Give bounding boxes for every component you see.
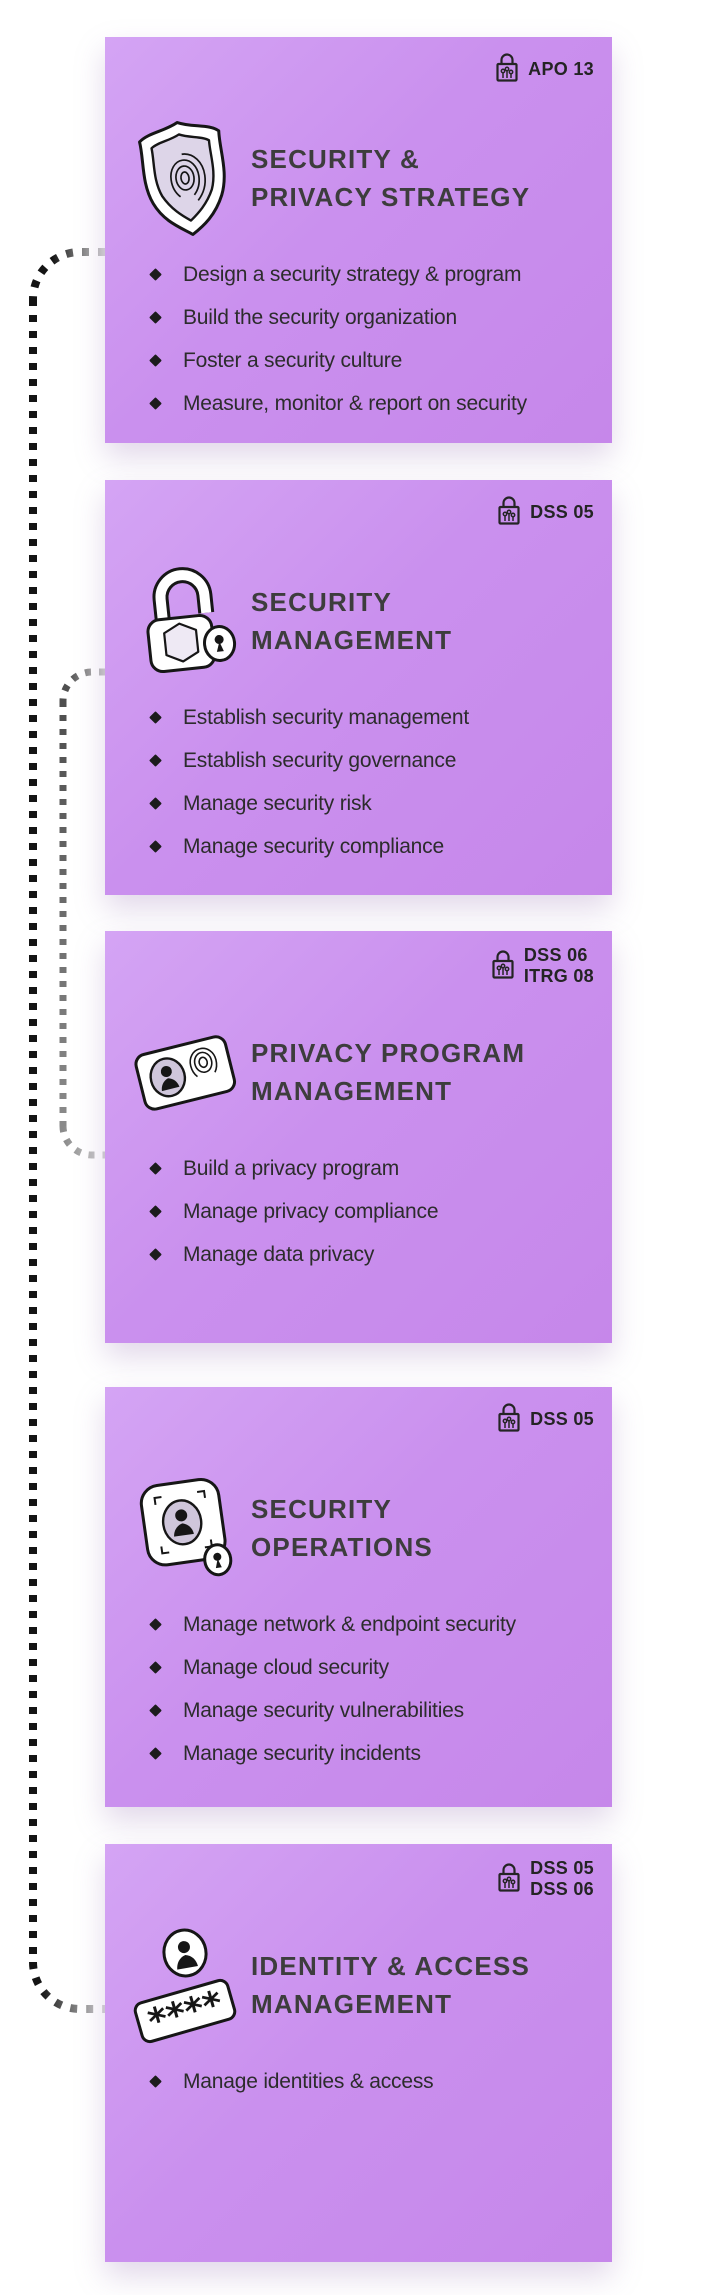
card-header [133, 1007, 594, 1137]
capability-list [105, 253, 612, 425]
bullet-text: Establish security management [183, 705, 470, 729]
card-security-management [105, 480, 612, 895]
card-security-privacy-strategy [105, 37, 612, 443]
bullet-text: Build the security organization [183, 305, 457, 329]
diamond-bullet-icon [149, 397, 162, 410]
bullet-item [151, 825, 602, 868]
shield-fingerprint-icon [133, 116, 237, 241]
bullet-text: Manage cloud security [183, 1655, 389, 1679]
diamond-bullet-icon [149, 311, 162, 324]
badge-codes [524, 945, 594, 987]
bullet-text: Manage security vulnerabilities [183, 1698, 464, 1722]
capability-list [105, 696, 612, 868]
bullet-text: Measure, monitor & report on security [183, 391, 527, 415]
bullet-item [151, 1732, 602, 1775]
bullet-item [151, 2060, 602, 2103]
badge-code: DSS 06 [523, 945, 588, 965]
badge-code: DSS 06 [530, 1879, 594, 1899]
card-title-line: SECURITY [251, 587, 393, 617]
bullet-item [151, 1233, 602, 1276]
bullet-text: Manage privacy compliance [183, 1199, 439, 1223]
bullet-item [151, 696, 602, 739]
bullet-item [151, 1646, 602, 1689]
bullet-text: Establish security governance [183, 748, 457, 772]
diamond-bullet-icon [149, 1205, 162, 1218]
cobit-badge [497, 1401, 594, 1438]
badge-codes [530, 1409, 594, 1430]
diamond-bullet-icon [149, 840, 162, 853]
badge-codes [528, 59, 594, 80]
card-title-line: SECURITY & [251, 144, 420, 174]
card-title-line: MANAGEMENT [251, 1989, 453, 2019]
card-security-operations [105, 1387, 612, 1807]
lock-circuit-icon [495, 51, 519, 88]
diamond-bullet-icon [149, 1704, 162, 1717]
cobit-badge [497, 1858, 594, 1900]
bullet-item [151, 782, 602, 825]
bullet-item [151, 1190, 602, 1233]
card-privacy-program-management [105, 931, 612, 1343]
card-identity-access-management [105, 1844, 612, 2262]
bullet-item [151, 1147, 602, 1190]
diamond-bullet-icon [149, 1162, 162, 1175]
badge-codes [530, 502, 594, 523]
card-title [251, 1034, 525, 1110]
badge-code: DSS 05 [530, 1409, 594, 1429]
diamond-bullet-icon [149, 1661, 162, 1674]
cobit-badge [491, 945, 594, 987]
capability-list [105, 1603, 612, 1775]
cobit-badge [495, 51, 594, 88]
card-title-line: PRIVACY STRATEGY [251, 182, 531, 212]
badge-codes [530, 1858, 594, 1900]
bullet-item [151, 296, 602, 339]
card-header [133, 556, 594, 686]
bullet-text: Manage identities & access [183, 2069, 434, 2093]
id-card-fingerprint-icon [133, 1017, 237, 1127]
bullet-text: Design a security strategy & program [183, 262, 522, 286]
diamond-bullet-icon [149, 268, 162, 281]
bullet-text: Manage network & endpoint security [183, 1612, 516, 1636]
card-header [133, 1920, 594, 2050]
card-title-line: MANAGEMENT [251, 625, 453, 655]
diamond-bullet-icon [149, 711, 162, 724]
capability-list [105, 1147, 612, 1276]
badge-code: DSS 05 [530, 502, 594, 522]
bullet-item [151, 253, 602, 296]
bullet-text: Manage security risk [183, 791, 372, 815]
padlock-icon [133, 559, 237, 684]
cobit-badge [497, 494, 594, 531]
diamond-bullet-icon [149, 754, 162, 767]
diamond-bullet-icon [149, 2075, 162, 2088]
card-title [251, 1490, 433, 1566]
card-title [251, 140, 530, 216]
bullet-text: Build a privacy program [183, 1156, 399, 1180]
bullet-text: Foster a security culture [183, 348, 403, 372]
lock-circuit-icon [497, 1401, 521, 1438]
bullet-item [151, 339, 602, 382]
face-scan-lock-icon [133, 1468, 237, 1588]
diamond-bullet-icon [149, 354, 162, 367]
capability-list [105, 2060, 612, 2103]
card-header [133, 1463, 594, 1593]
bullet-text: Manage data privacy [183, 1242, 375, 1266]
diamond-bullet-icon [149, 1618, 162, 1631]
badge-code: DSS 05 [530, 1858, 594, 1878]
bullet-item [151, 382, 602, 425]
badge-code: ITRG 08 [523, 966, 594, 986]
bullet-text: Manage security compliance [183, 834, 444, 858]
lock-circuit-icon [491, 948, 515, 985]
badge-code: APO 13 [528, 59, 594, 79]
card-title-line: MANAGEMENT [251, 1076, 453, 1106]
bullet-item [151, 1603, 602, 1646]
svg-text:****: **** [143, 1982, 228, 2043]
bullet-item [151, 739, 602, 782]
identity-password-icon [133, 1923, 237, 2048]
diamond-bullet-icon [149, 1747, 162, 1760]
bullet-text: Manage security incidents [183, 1741, 421, 1765]
lock-circuit-icon [497, 1861, 521, 1898]
card-title-line: SECURITY [251, 1494, 393, 1524]
card-title-line: IDENTITY & ACCESS [251, 1951, 530, 1981]
card-header [133, 113, 594, 243]
card-title-line: OPERATIONS [251, 1532, 433, 1562]
card-title-line: PRIVACY PROGRAM [251, 1038, 526, 1068]
bullet-item [151, 1689, 602, 1732]
diamond-bullet-icon [149, 1248, 162, 1261]
lock-circuit-icon [497, 494, 521, 531]
card-title [251, 583, 452, 659]
diamond-bullet-icon [149, 797, 162, 810]
card-title [251, 1947, 530, 2023]
